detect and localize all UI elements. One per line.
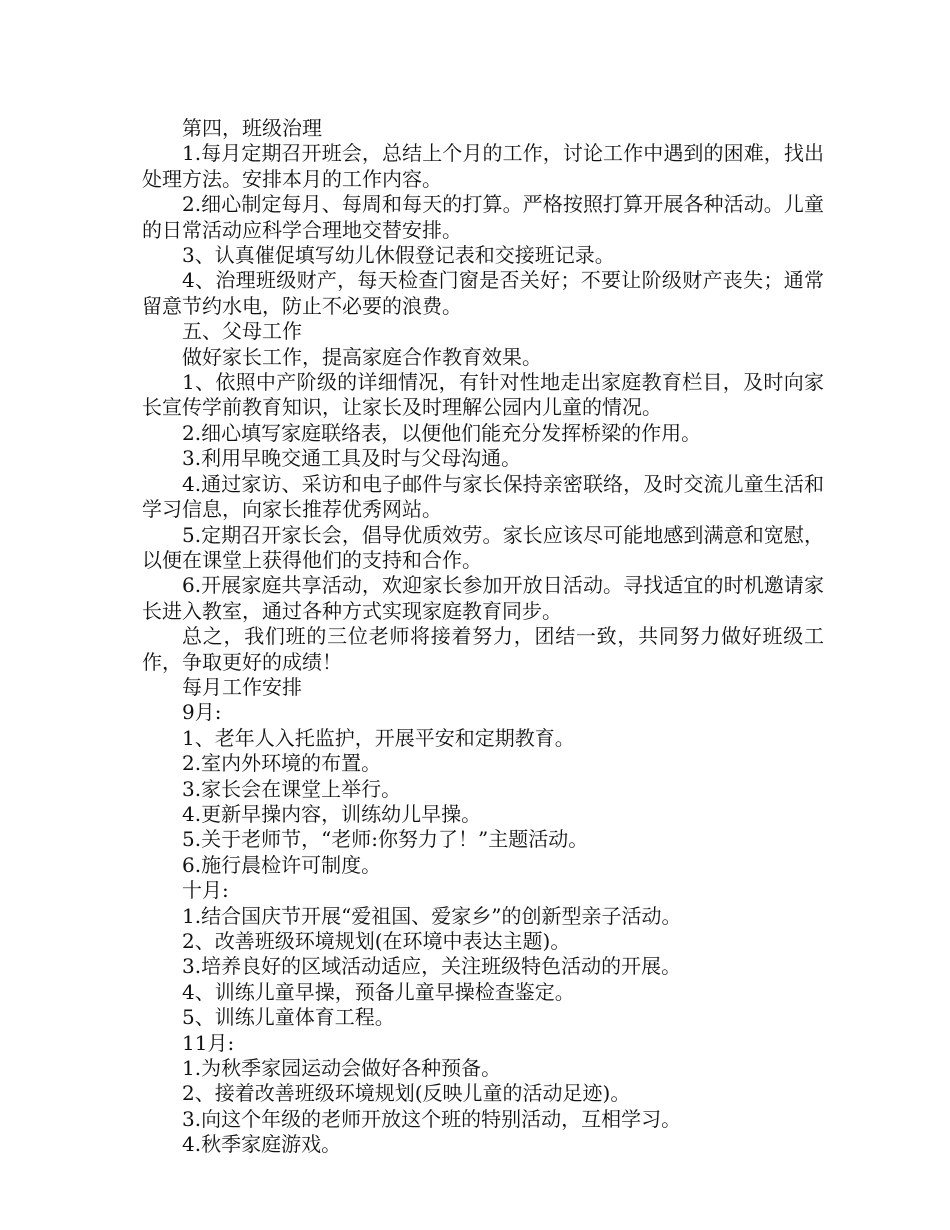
- list-item: 1.结合国庆节开展“爱祖国、爱家乡”的创新型亲子活动。: [182, 903, 682, 928]
- paragraph: 6.开展家庭共享活动，欢迎家长参加开放日活动。寻找适宜的时机邀请家长进入教室，通过各种方式实现家庭教育同步。: [142, 573, 824, 623]
- list-item: 3.向这个年级的老师开放这个班的特别活动，互相学习。: [182, 1106, 682, 1131]
- list-item: 4、训练儿童早操，预备儿童早操检查鉴定。: [182, 979, 575, 1004]
- list-item: 3.家长会在课堂上举行。: [182, 776, 402, 801]
- paragraph: 2.细心填写家庭联络表，以便他们能充分发挥桥梁的作用。: [182, 420, 702, 445]
- paragraph: 4、治理班级财产，每天检查门窗是否关好；不要让阶级财产丧失；通常留意节约水电，防止不必要的浪费。: [142, 268, 824, 318]
- paragraph: 1.每月定期召开班会，总结上个月的工作，讨论工作中遇到的困难，找出处理方法。安排本月的工作内容。: [142, 141, 824, 191]
- paragraph: 1、依照中产阶级的详细情况，有针对性地走出家庭教育栏目，及时向家长宣传学前教育知识，让家长及时理解公园内儿童的情况。: [142, 370, 824, 420]
- list-item: 4.更新早操内容，训练幼儿早操。: [182, 801, 482, 826]
- paragraph: 做好家长工作，提高家庭合作教育效果。: [182, 344, 542, 369]
- paragraph: 总之，我们班的三位老师将接着努力，团结一致，共同努力做好班级工作，争取更好的成绩！: [142, 624, 824, 674]
- month-heading-november: 11月:: [182, 1030, 235, 1055]
- list-item: 2、接着改善班级环境规划(反映儿童的活动足迹)。: [182, 1081, 631, 1106]
- section-heading-class-management: 第四，班级治理: [182, 116, 322, 140]
- paragraph: 5.定期召开家长会，倡导优质效劳。家长应该尽可能地感到满意和宽慰，以便在课堂上获得他们的支持和合作。: [142, 522, 824, 572]
- list-item: 5.关于老师节，“老师:你努力了！”主题活动。: [182, 827, 589, 852]
- list-item: 3.培养良好的区域活动适应，关注班级特色活动的开展。: [182, 954, 682, 979]
- list-item: 2、改善班级环境规划(在环境中表达主题)。: [182, 929, 571, 953]
- list-item: 4.秋季家庭游戏。: [182, 1132, 342, 1157]
- section-heading-monthly-plan: 每月工作安排: [182, 674, 302, 699]
- paragraph: 4.通过家访、采访和电子邮件与家长保持亲密联络，及时交流儿童生活和学习信息，向家长推荐优秀网站。: [142, 471, 824, 522]
- document-page: [142, 116, 824, 1158]
- list-item: 2.室内外环境的布置。: [182, 751, 382, 776]
- section-heading-parent-work: 五、父母工作: [182, 319, 302, 344]
- month-heading-october: 十月:: [182, 878, 229, 903]
- list-item: 6.施行晨检许可制度。: [182, 852, 382, 877]
- paragraph: 3、认真催促填写幼儿休假登记表和交接班记录。: [182, 243, 615, 268]
- paragraph: 3.利用早晚交通工具及时与父母沟通。: [182, 446, 522, 471]
- list-item: 1、老年人入托监护，开展平安和定期教育。: [182, 725, 575, 750]
- list-item: 5、训练儿童体育工程。: [182, 1005, 395, 1030]
- paragraph: 2.细心制定每月、每周和每天的打算。严格按照打算开展各种活动。儿童的日常活动应科学合理地交替安排。: [142, 192, 824, 242]
- month-heading-september: 9月:: [182, 700, 222, 725]
- list-item: 1.为秋季家园运动会做好各种预备。: [182, 1056, 502, 1081]
